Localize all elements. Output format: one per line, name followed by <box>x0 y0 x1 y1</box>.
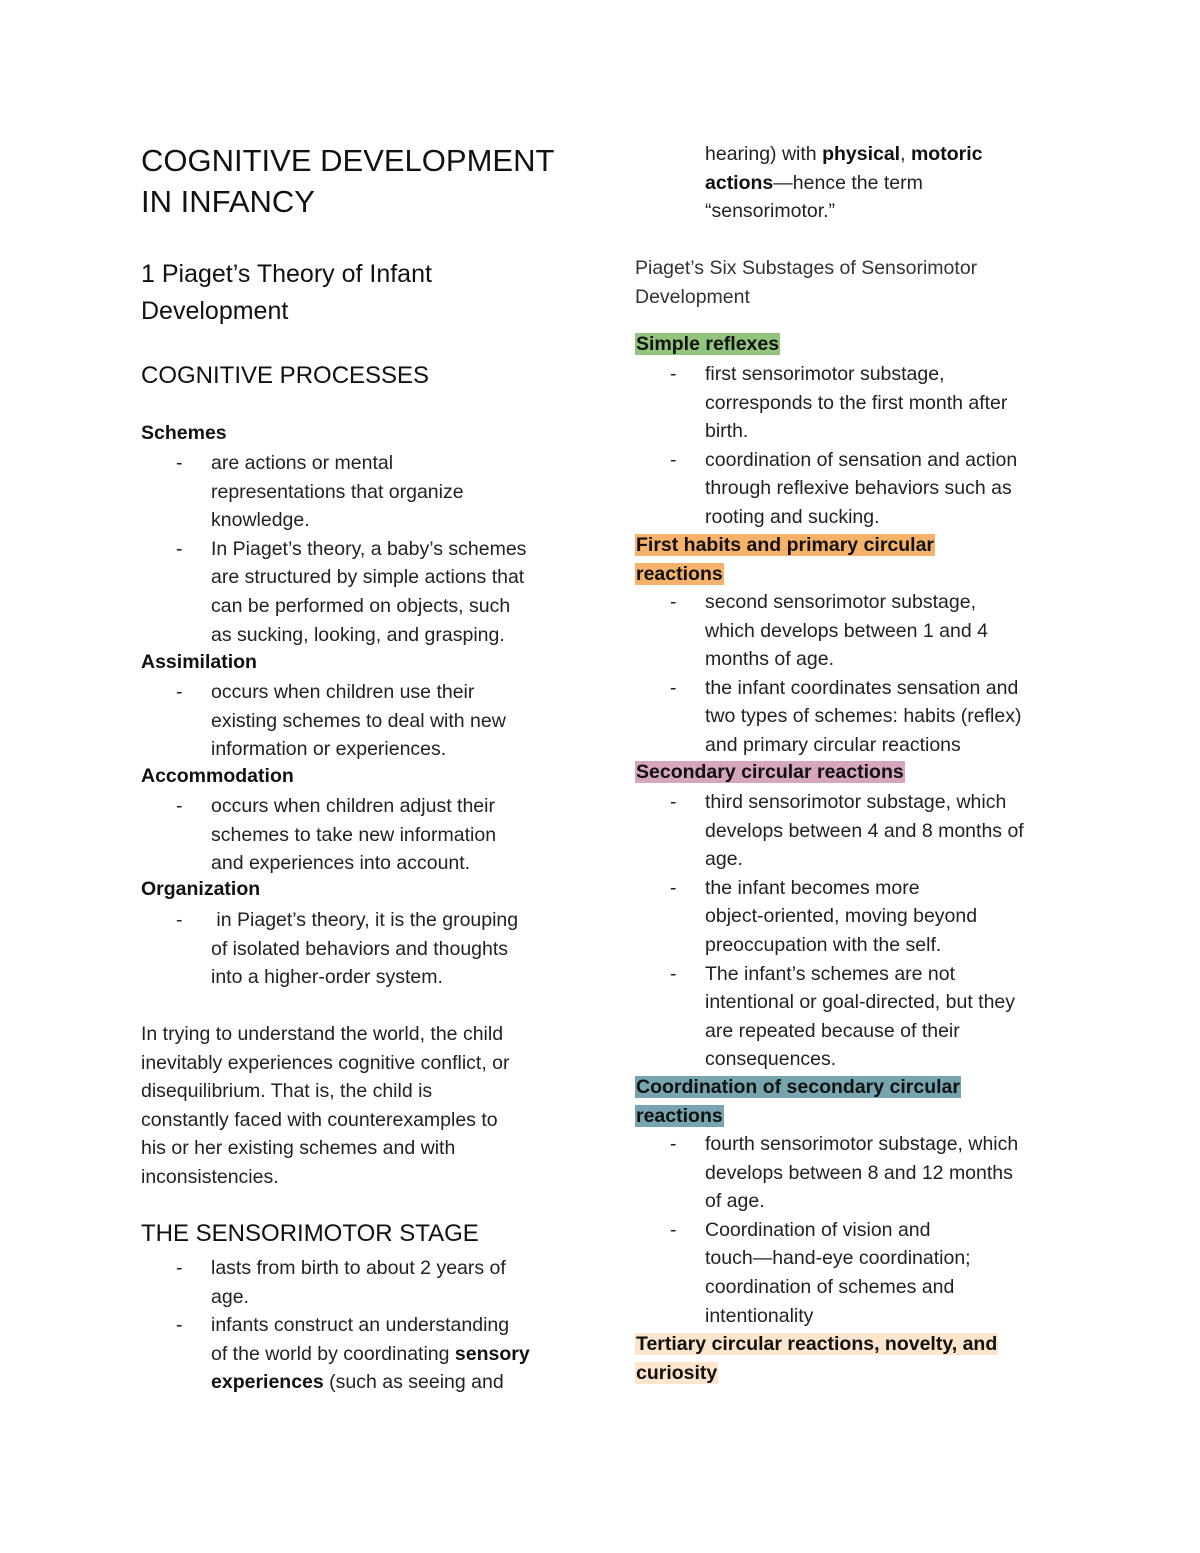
assimilation-list <box>141 678 506 764</box>
bullet-dash: - <box>670 363 677 385</box>
substage-label-coordination <box>635 1073 961 1130</box>
simple-reflexes-list <box>635 360 1017 532</box>
bullet-dash: - <box>670 448 677 471</box>
line: the infant becomes more <box>705 876 920 899</box>
substage-label-tertiary <box>635 1330 998 1387</box>
line: first sensorimotor substage, <box>705 363 945 385</box>
bullet-dash: - <box>670 962 677 985</box>
list-item <box>141 535 526 649</box>
bullet-dash: - <box>670 876 677 899</box>
line: in Piaget’s theory, it is the grouping <box>211 909 519 931</box>
line: two types of schemes: habits (reflex) <box>705 705 1022 728</box>
coordination-list <box>635 1130 1018 1330</box>
accommodation-list <box>141 792 496 878</box>
list-item <box>141 1311 530 1397</box>
line: his or her existing schemes and with <box>141 1137 456 1160</box>
text-run: —hence the term <box>773 171 923 194</box>
line: intentionality <box>705 1304 814 1327</box>
line: In trying to understand the world, the child <box>141 1023 504 1045</box>
line: knowledge. <box>211 509 310 532</box>
highlight: reactions <box>636 1104 723 1127</box>
doc-title-line-2: IN INFANCY <box>141 184 315 219</box>
text-run: of the world by coordinating <box>211 1342 455 1365</box>
line: coordination of sensation and action <box>705 448 1018 471</box>
line: object-oriented, moving beyond <box>705 905 978 928</box>
bold-run: actions <box>705 171 774 194</box>
subheading-cognitive-processes: COGNITIVE PROCESSES <box>141 362 430 389</box>
line: occurs when children use their <box>211 681 475 703</box>
line: age. <box>705 848 743 871</box>
list-item <box>141 678 506 764</box>
sensorimotor-list <box>141 1254 530 1397</box>
substage-label-secondary <box>635 758 905 787</box>
term-schemes: Schemes <box>141 422 227 444</box>
bullet-dash: - <box>176 795 183 817</box>
line: months of age. <box>705 648 834 671</box>
line: and experiences into account. <box>211 852 471 875</box>
disequilibrium-paragraph <box>141 1020 510 1192</box>
line: consequences. <box>705 1048 837 1071</box>
list-item <box>635 788 1024 874</box>
bold-run: physical <box>822 143 901 165</box>
line: Piaget’s Six Substages of Sensorimotor <box>635 257 978 279</box>
list-item <box>141 1254 530 1311</box>
line: into a higher-order system. <box>211 966 443 989</box>
line: occurs when children adjust their <box>211 795 495 817</box>
line: Coordination of vision and <box>705 1218 931 1241</box>
line: of isolated behaviors and thoughts <box>211 937 509 960</box>
line: The infant’s schemes are not <box>705 962 956 985</box>
line: “sensorimotor.” <box>705 200 836 223</box>
line: information or experiences. <box>211 738 447 761</box>
term-accommodation: Accommodation <box>141 765 294 787</box>
first-habits-list <box>635 588 1021 760</box>
line: existing schemes to deal with new <box>211 709 506 732</box>
bullet-dash: - <box>176 1314 183 1337</box>
line: lasts from birth to about 2 years of <box>211 1257 506 1279</box>
list-item <box>141 792 496 878</box>
line: birth. <box>705 420 749 443</box>
secondary-list <box>635 788 1024 1074</box>
substage-label-simple-reflexes <box>635 330 780 359</box>
line <box>705 140 982 169</box>
line: can be performed on objects, such <box>211 594 511 617</box>
line: intentional or goal-directed, but they <box>705 991 1016 1014</box>
section-heading-piaget <box>141 256 432 330</box>
line: develops between 4 and 8 months of <box>705 819 1024 842</box>
list-item <box>635 1130 1018 1216</box>
line: fourth sensorimotor substage, which <box>705 1133 1019 1155</box>
line: rooting and sucking. <box>705 505 880 528</box>
line: schemes to take new information <box>211 823 497 846</box>
highlight: First habits and primary circular <box>636 534 935 556</box>
bullet-dash: - <box>670 676 677 699</box>
highlight: curiosity <box>636 1361 718 1384</box>
line: age. <box>211 1285 249 1308</box>
line: infants construct an understanding <box>211 1314 510 1337</box>
line: of age. <box>705 1190 765 1213</box>
list-item <box>635 960 1024 1074</box>
line: coordination of schemes and <box>705 1275 955 1298</box>
doc-title-line-1: COGNITIVE DEVELOPMENT <box>141 143 555 178</box>
bold-run: experiences <box>211 1371 324 1394</box>
bullet-dash: - <box>176 537 183 560</box>
highlight: reactions <box>636 562 723 585</box>
list-item <box>141 906 518 992</box>
highlight: Simple reflexes <box>636 333 780 355</box>
line: inevitably experiences cognitive conflict, or <box>141 1051 510 1074</box>
line: inconsistencies. <box>141 1165 279 1188</box>
line: second sensorimotor substage, <box>705 591 976 613</box>
line: constantly faced with counterexamples to <box>141 1108 498 1131</box>
doc-title <box>141 140 554 222</box>
line: representations that organize <box>211 480 464 503</box>
schemes-list <box>141 449 526 649</box>
bullet-dash: - <box>670 591 677 613</box>
list-item <box>635 1216 1018 1330</box>
list-item <box>141 449 526 535</box>
list-item <box>635 360 1017 446</box>
line: corresponds to the first month after <box>705 391 1008 414</box>
line <box>211 1368 530 1397</box>
line <box>705 169 982 198</box>
text-run: (such as seeing and <box>323 1371 504 1394</box>
line: preoccupation with the self. <box>705 933 942 956</box>
bold-run: motoric <box>910 143 983 165</box>
bullet-dash: - <box>670 1218 677 1241</box>
bullet-dash: - <box>176 681 183 703</box>
section-heading-line-1: 1 Piaget’s Theory of Infant <box>141 260 432 288</box>
text-run: hearing) with <box>705 143 823 165</box>
bullet-dash: - <box>176 1257 183 1279</box>
line: third sensorimotor substage, which <box>705 791 1007 813</box>
section-heading-line-2: Development <box>141 297 289 325</box>
bullet-dash: - <box>176 909 183 931</box>
text-run: , <box>900 143 911 165</box>
line: develops between 8 and 12 months <box>705 1161 1013 1184</box>
highlight: Tertiary circular reactions, novelty, and <box>636 1333 998 1355</box>
line: In Piaget’s theory, a baby’s schemes <box>211 537 527 560</box>
line <box>211 1340 530 1369</box>
bullet-dash: - <box>670 791 677 813</box>
line: as sucking, looking, and grasping. <box>211 623 505 646</box>
substage-label-first-habits <box>635 531 935 588</box>
bullet-dash: - <box>670 1133 677 1155</box>
term-assimilation: Assimilation <box>141 651 257 673</box>
term-organization: Organization <box>141 878 261 900</box>
list-item <box>635 674 1021 760</box>
list-item <box>635 874 1024 960</box>
line: Development <box>635 285 750 308</box>
highlight: Coordination of secondary circular <box>636 1076 960 1098</box>
substages-title <box>635 254 977 311</box>
line: the infant coordinates sensation and <box>705 676 1019 699</box>
line: through reflexive behaviors such as <box>705 477 1012 500</box>
line: are structured by simple actions that <box>211 566 525 589</box>
line: touch—hand-eye coordination; <box>705 1247 971 1270</box>
line: and primary circular reactions <box>705 733 961 756</box>
continuation-text <box>705 140 982 226</box>
line: disequilibrium. That is, the child is <box>141 1080 433 1103</box>
bold-run: sensory <box>454 1342 530 1365</box>
line: which develops between 1 and 4 <box>705 619 988 642</box>
highlight: Secondary circular reactions <box>636 761 904 783</box>
line: are repeated because of their <box>705 1019 960 1042</box>
line: are actions or mental <box>211 452 394 474</box>
list-item <box>635 588 1021 674</box>
subheading-sensorimotor-stage: THE SENSORIMOTOR STAGE <box>141 1220 479 1247</box>
list-item <box>635 446 1017 532</box>
organization-list <box>141 906 518 992</box>
bullet-dash: - <box>176 452 183 474</box>
